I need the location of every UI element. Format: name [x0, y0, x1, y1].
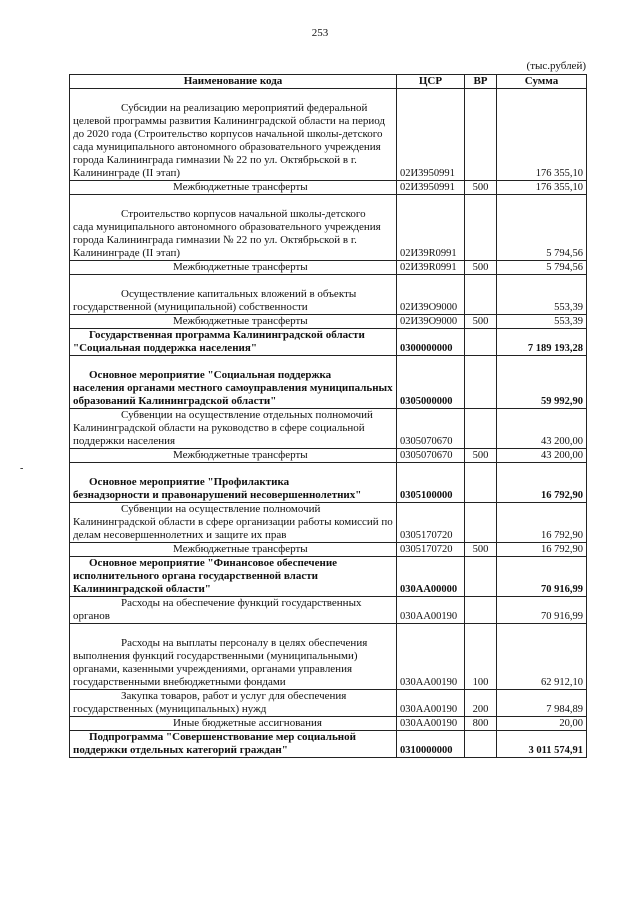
header-name: Наименование кода	[70, 75, 397, 89]
row-sum: 7 984,89	[497, 690, 587, 717]
row-name-first: Субвенции на осуществление отдельных полномочий	[121, 409, 373, 421]
row-name-rest: органов	[73, 610, 110, 622]
row-csr: 0305170720	[397, 543, 465, 557]
row-name	[70, 356, 397, 409]
row-vr	[465, 275, 497, 315]
row-name-rest: исполнительного органа государственной власти Калининградской области"	[73, 570, 318, 595]
row-spacer	[73, 624, 393, 637]
table-row	[70, 409, 587, 449]
table-row	[70, 557, 587, 597]
row-name-rest: государственной (муниципальной) собственности	[73, 301, 308, 313]
row-name-rest: целевой программы развития Калининградской области на период до 2020 года (Строительство корпусов начальной школы-детского сада муниципального автономного образовательного учреждения города Калининграда гимназии № 22 по ул. Октябрьской в г. Калининграде (II этап)	[73, 115, 386, 179]
header-vr: ВР	[465, 75, 497, 89]
row-csr: 0305070670	[397, 449, 465, 463]
row-name-first: Строительство корпусов начальной школы-детского	[121, 208, 366, 220]
table-row	[70, 543, 587, 557]
row-name-rest: государственных (муниципальных) нужд	[73, 703, 267, 715]
table-row	[70, 597, 587, 624]
row-sum: 70 916,99	[497, 557, 587, 597]
row-csr: 02И39R0991	[397, 195, 465, 261]
row-spacer	[73, 195, 393, 208]
table-row	[70, 329, 587, 356]
row-name	[70, 597, 397, 624]
row-vr	[465, 89, 497, 181]
row-vr: 500	[465, 261, 497, 275]
row-name-first: Субвенции на осуществление полномочий	[121, 503, 321, 515]
row-name-first: Межбюджетные трансферты	[173, 181, 308, 193]
row-sum: 43 200,00	[497, 409, 587, 449]
row-sum: 20,00	[497, 717, 587, 731]
table-row	[70, 315, 587, 329]
row-csr: 02И39R0991	[397, 261, 465, 275]
row-spacer	[73, 275, 393, 288]
row-name	[70, 89, 397, 181]
row-sum: 62 912,10	[497, 624, 587, 690]
row-name-first: Межбюджетные трансферты	[173, 449, 308, 461]
row-name-rest: безнадзорности и правонарушений несовершеннолетних"	[73, 489, 362, 501]
table-row	[70, 463, 587, 503]
table-row	[70, 624, 587, 690]
row-spacer	[73, 463, 393, 476]
row-name	[70, 624, 397, 690]
row-name	[70, 690, 397, 717]
row-name-first: Подпрограмма "Совершенствование мер социальной	[89, 731, 356, 743]
row-vr	[465, 597, 497, 624]
row-vr: 500	[465, 315, 497, 329]
row-name-first: Межбюджетные трансферты	[173, 261, 308, 273]
header-csr: ЦСР	[397, 75, 465, 89]
row-name-first: Основное мероприятие "Профилактика	[89, 476, 290, 488]
row-csr: 0305000000	[397, 356, 465, 409]
row-vr	[465, 557, 497, 597]
row-name	[70, 329, 397, 356]
row-name-first: Межбюджетные трансферты	[173, 543, 308, 555]
row-name-rest: сада муниципального автономного образовательного учреждения города Калининграда гимназии № 22 по ул. Октябрьской в г. Калининграде (II этап)	[73, 221, 381, 259]
row-name-first: Закупка товаров, работ и услуг для обеспечения	[121, 690, 347, 702]
row-sum: 553,39	[497, 315, 587, 329]
row-csr: 0300000000	[397, 329, 465, 356]
row-csr: 030АА00190	[397, 597, 465, 624]
row-spacer	[73, 356, 393, 369]
row-csr: 030АА00190	[397, 717, 465, 731]
row-name-rest: выполнения функций государственными (муниципальными) органами, казенными учреждениями, органами управления государственными внебюджетными фондами	[73, 650, 358, 688]
row-vr: 100	[465, 624, 497, 690]
units-label: (тыс.рублей)	[526, 60, 586, 72]
row-csr: 0310000000	[397, 731, 465, 758]
table-row	[70, 690, 587, 717]
row-sum: 7 189 193,28	[497, 329, 587, 356]
row-sum: 553,39	[497, 275, 587, 315]
row-sum: 16 792,90	[497, 503, 587, 543]
row-sum: 5 794,56	[497, 261, 587, 275]
table-row	[70, 195, 587, 261]
row-name	[70, 557, 397, 597]
row-sum: 176 355,10	[497, 89, 587, 181]
row-name-first: Основное мероприятие "Социальная поддержка	[89, 369, 332, 381]
row-vr	[465, 329, 497, 356]
row-vr	[465, 195, 497, 261]
row-csr: 02И3950991	[397, 89, 465, 181]
row-name-first: Межбюджетные трансферты	[173, 315, 308, 327]
table-row	[70, 717, 587, 731]
row-csr: 0305070670	[397, 409, 465, 449]
row-sum: 70 916,99	[497, 597, 587, 624]
row-vr: 500	[465, 449, 497, 463]
row-csr: 0305170720	[397, 503, 465, 543]
row-csr: 030АА00190	[397, 624, 465, 690]
row-csr: 02И3950991	[397, 181, 465, 195]
row-name	[70, 181, 397, 195]
row-vr	[465, 731, 497, 758]
row-vr	[465, 503, 497, 543]
row-sum: 43 200,00	[497, 449, 587, 463]
table-row	[70, 275, 587, 315]
row-sum: 5 794,56	[497, 195, 587, 261]
row-vr	[465, 356, 497, 409]
row-vr: 500	[465, 543, 497, 557]
row-csr: 030АА00190	[397, 690, 465, 717]
row-name	[70, 275, 397, 315]
row-name-first: Субсидии на реализацию мероприятий федеральной	[121, 102, 368, 114]
row-vr	[465, 463, 497, 503]
table-row	[70, 731, 587, 758]
row-name	[70, 261, 397, 275]
row-vr: 200	[465, 690, 497, 717]
row-name	[70, 409, 397, 449]
table-header-row	[70, 75, 587, 89]
row-name	[70, 463, 397, 503]
row-name	[70, 315, 397, 329]
row-name-first: Расходы на обеспечение функций государственных	[121, 597, 362, 609]
row-name	[70, 717, 397, 731]
row-name-first: Основное мероприятие "Финансовое обеспечение	[89, 557, 338, 569]
row-sum: 59 992,90	[497, 356, 587, 409]
row-sum: 16 792,90	[497, 463, 587, 503]
header-sum: Сумма	[497, 75, 587, 89]
table-row	[70, 89, 587, 181]
row-name	[70, 195, 397, 261]
row-name-first: Государственная программа Калининградской области	[89, 329, 365, 341]
row-spacer	[73, 89, 393, 102]
row-csr: 02И39О9000	[397, 315, 465, 329]
row-csr: 030АА00000	[397, 557, 465, 597]
row-sum: 16 792,90	[497, 543, 587, 557]
table-row	[70, 503, 587, 543]
row-name	[70, 543, 397, 557]
row-csr: 0305100000	[397, 463, 465, 503]
row-name	[70, 731, 397, 758]
row-vr	[465, 409, 497, 449]
row-csr: 02И39О9000	[397, 275, 465, 315]
table-row	[70, 356, 587, 409]
row-name-first: Осуществление капитальных вложений в объекты	[121, 288, 357, 300]
row-sum: 3 011 574,91	[497, 731, 587, 758]
row-name-rest: "Социальная поддержка населения"	[73, 342, 257, 354]
row-name	[70, 449, 397, 463]
table-row	[70, 261, 587, 275]
row-name-first: Расходы на выплаты персоналу в целях обеспечения	[121, 637, 368, 649]
row-vr: 800	[465, 717, 497, 731]
row-sum: 176 355,10	[497, 181, 587, 195]
margin-mark: -	[20, 463, 24, 474]
row-name-first: Иные бюджетные ассигнования	[173, 717, 322, 729]
row-name-rest: Калининградской области на руководство в сфере социальной поддержки населения	[73, 422, 365, 447]
table-row	[70, 181, 587, 195]
row-vr: 500	[465, 181, 497, 195]
row-name	[70, 503, 397, 543]
row-name-rest: населения органами местного самоуправления муниципальных образований Калининградской области"	[73, 382, 393, 407]
table-row	[70, 449, 587, 463]
row-name-rest: поддержки отдельных категорий граждан"	[73, 744, 288, 756]
budget-table	[69, 74, 587, 758]
row-name-rest: Калининградской области в сфере организации работы комиссий по делам несовершеннолетних и защите их прав	[73, 516, 393, 541]
page-number: 253	[311, 27, 329, 39]
